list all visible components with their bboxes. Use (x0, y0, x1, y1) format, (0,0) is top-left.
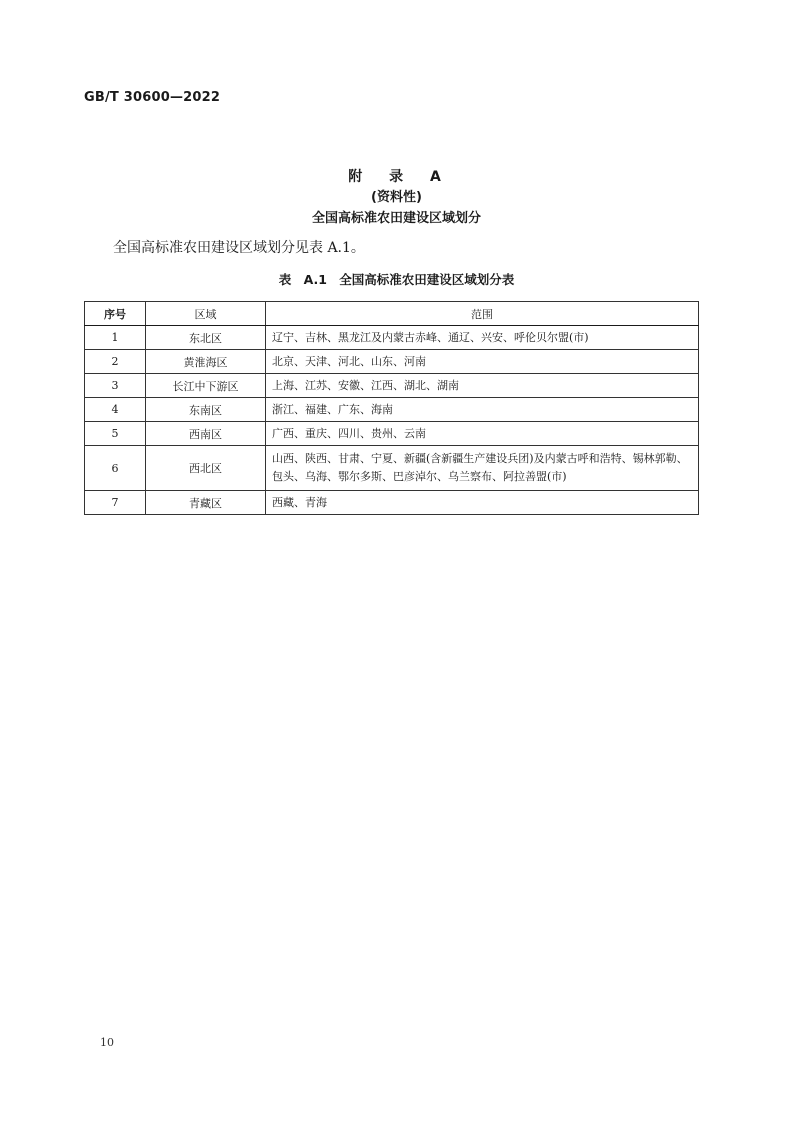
row-scope: 浙江、福建、广东、海南 (266, 398, 699, 422)
row-no: 6 (85, 446, 146, 491)
standard-code: GB/T 30600—2022 (84, 90, 221, 105)
row-region: 东南区 (146, 398, 266, 422)
row-no: 5 (85, 422, 146, 446)
zone-table (84, 301, 699, 515)
row-scope: 北京、天津、河北、山东、河南 (266, 350, 699, 374)
row-scope: 西藏、青海 (266, 491, 699, 515)
annex-label: 附 录 A (348, 169, 445, 185)
row-region: 西南区 (146, 422, 266, 446)
row-region: 黄淮海区 (146, 350, 266, 374)
table-row (85, 350, 699, 374)
table-row (85, 398, 699, 422)
row-region: 东北区 (146, 326, 266, 350)
row-scope: 上海、江苏、安徽、江西、湖北、湖南 (266, 374, 699, 398)
table-row (85, 422, 699, 446)
intro-paragraph: 全国高标准农田建设区域划分见表 A.1。 (113, 240, 365, 256)
row-scope: 辽宁、吉林、黑龙江及内蒙古赤峰、通辽、兴安、呼伦贝尔盟(市) (266, 326, 699, 350)
page-number: 10 (100, 1036, 114, 1049)
table-header-row (85, 302, 699, 326)
row-no: 7 (85, 491, 146, 515)
row-scope: 山西、陕西、甘肃、宁夏、新疆(含新疆生产建设兵团)及内蒙古呼和浩特、锡林郭勒、包头、乌海、鄂尔多斯、巴彦淖尔、乌兰察布、阿拉善盟(市) (266, 446, 699, 491)
header-region: 区域 (146, 302, 266, 326)
annex-title: 全国高标准农田建设区域划分 (311, 211, 481, 226)
annex-nature: (资料性) (371, 190, 422, 205)
row-region: 青藏区 (146, 491, 266, 515)
table-row (85, 374, 699, 398)
row-no: 3 (85, 374, 146, 398)
table-row (85, 446, 699, 491)
row-no: 2 (85, 350, 146, 374)
table-title: 表 A.1 全国高标准农田建设区域划分表 (278, 272, 515, 287)
header-no: 序号 (85, 302, 146, 326)
table-row (85, 491, 699, 515)
header-scope: 范围 (266, 302, 699, 326)
row-no: 4 (85, 398, 146, 422)
table-row (85, 326, 699, 350)
row-region: 长江中下游区 (146, 374, 266, 398)
row-scope: 广西、重庆、四川、贵州、云南 (266, 422, 699, 446)
row-region: 西北区 (146, 446, 266, 491)
row-no: 1 (85, 326, 146, 350)
